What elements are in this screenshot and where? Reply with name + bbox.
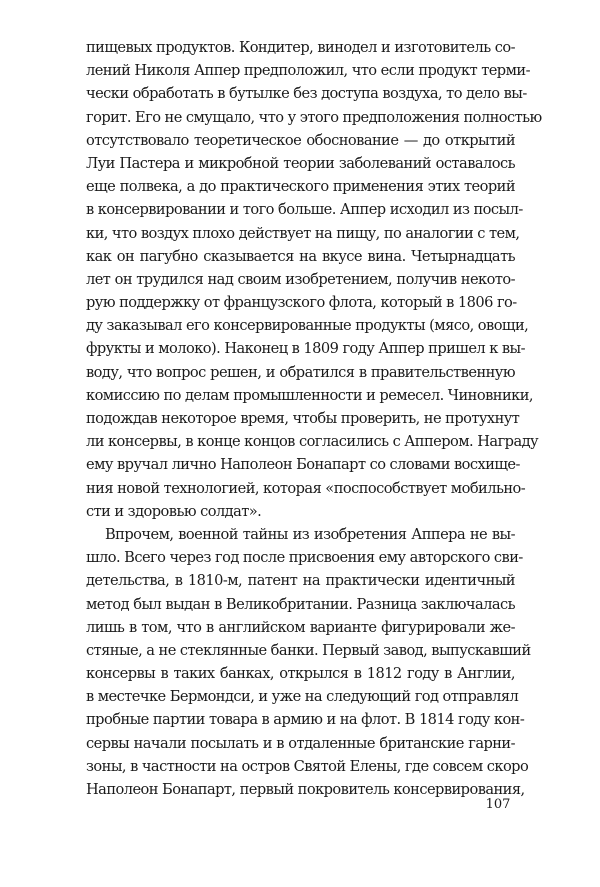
text-line: рую поддержку от французского флота, который в 1806 го- (86, 294, 517, 312)
text-line: ему вручал лично Наполеон Бонапарт со словами восхище- (86, 456, 520, 474)
text-line: шло. Всего через год после присвоения ему авторского сви- (86, 549, 523, 567)
text-line: горит. Его не смущало, что у этого предположения полностью (86, 108, 542, 126)
text-line: сервы начали посылать и в отдаленные британские гарни- (86, 734, 515, 752)
text-line: ки, что воздух плохо действует на пищу, по аналогии с тем, (86, 224, 520, 242)
text-line: ли консервы, в конце концов согласились с Аппером. Награду (86, 433, 539, 451)
text-line: пищевых продуктов. Кондитер, винодел и изготовитель со- (86, 39, 515, 56)
text-line: ния новой технологией, которая «поспособствует мобильно- (86, 479, 526, 497)
page-body (86, 36, 542, 801)
text-line: отсутствовало теоретическое обоснование — до открытий (86, 131, 515, 149)
text-line: лет он трудился над своим изобретением, получив некото- (86, 270, 515, 288)
text-line: Наполеон Бонапарт, первый покровитель консервирования, (86, 781, 525, 798)
text-line: комиссию по делам промышленности и ремесел. Чиновники, (86, 386, 533, 404)
text-line: воду, что вопрос решен, и обратился в правительственную (86, 363, 515, 381)
text-line: как он пагубно сказывается на вкусе вина. Четырнадцать (86, 247, 515, 265)
text-line: чески обработать в бутылке без доступа воздуха, то дело вы- (86, 85, 527, 103)
text-line: фрукты и молоко). Наконец в 1809 году Аппер пришел к вы- (86, 340, 525, 358)
text-line: сти и здоровью солдат». (86, 502, 262, 520)
text-line: подождав некоторое время, чтобы проверить, не протухнут (86, 410, 520, 427)
paragraph-1 (86, 36, 542, 523)
text-line: консервы в таких банках, открылся в 1812 году в Англии, (86, 665, 515, 683)
text-line: метод был выдан в Великобритании. Разница заключалась (86, 595, 515, 613)
page-number: 107 (485, 797, 511, 812)
text-line: ду заказывал его консервированные продукты (мясо, овощи, (86, 317, 529, 335)
text-line: лений Николя Аппер предположил, что если продукт терми- (86, 62, 530, 80)
text-line: стяные, а не стеклянные банки. Первый завод, выпускавший (86, 641, 531, 659)
text-line: зоны, в частности на остров Святой Елены, где совсем скоро (86, 757, 529, 775)
text-line: Луи Пастера и микробной теории заболеваний оставалось (86, 154, 515, 172)
text-line: в консервировании и того больше. Аппер исходил из посыл- (86, 201, 523, 219)
text-line: Впрочем, военной тайны из изобретения Аппера не вы- (105, 525, 515, 543)
text-line: еще полвека, а до практического применения этих теорий (86, 178, 515, 196)
text-line: пробные партии товара в армию и на флот. В 1814 году кон- (86, 711, 525, 729)
text-line: лишь в том, что в английском варианте фигурировали же- (86, 618, 515, 636)
text-line: в местечке Бермондси, и уже на следующий год отправлял (86, 688, 519, 706)
paragraph-2 (86, 523, 531, 801)
text-line: детельства, в 1810-м, патент на практически идентичный (86, 572, 515, 590)
